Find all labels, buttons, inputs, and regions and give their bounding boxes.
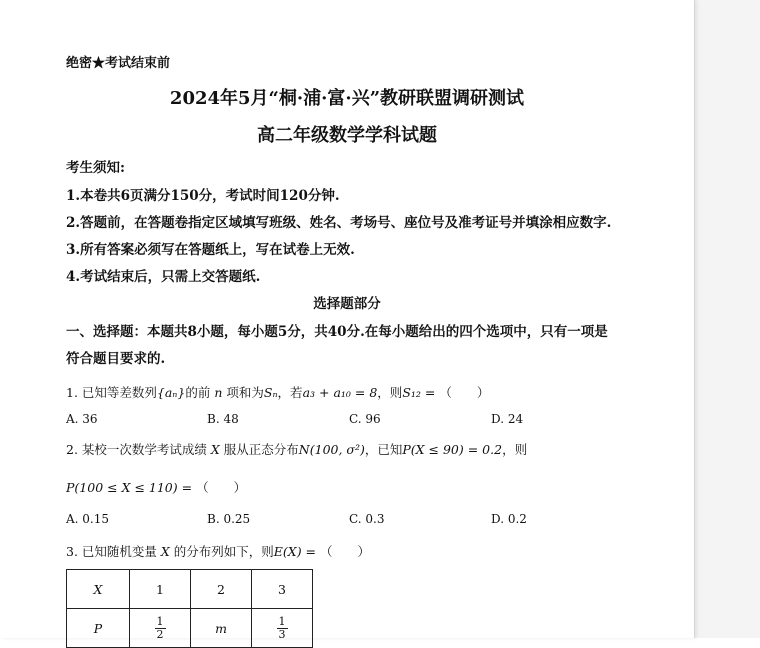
secret-label: 绝密★考试结束前 — [66, 56, 171, 71]
distribution-table — [66, 569, 313, 648]
question-2 — [66, 440, 527, 458]
fraction-numerator: 1 — [156, 614, 164, 628]
table-cell — [252, 609, 313, 648]
q2-prefix: 2. 某校一次数学考试成绩 — [66, 442, 207, 457]
q2-ask: P(100 ≤ X ≤ 110) = — [66, 480, 193, 495]
section-title: 选择题部分 — [313, 296, 381, 312]
q2-distribution: N(100, σ²) — [298, 442, 365, 457]
q1-ask-prefix: ，则 — [377, 385, 403, 400]
q1-option-d: D. 24 — [491, 412, 524, 426]
q1-paren: （ ） — [439, 385, 490, 400]
q2-paren: （ ） — [196, 480, 247, 495]
q2-suffix: ，则 — [502, 442, 528, 457]
q2-option-c: C. 0.3 — [349, 512, 385, 526]
viewer-side-gutter — [695, 0, 760, 638]
q1-ask: S₁₂ = — [402, 385, 436, 400]
part-intro: 一、选择题：本题共8小题，每小题5分，共40分.在每小题给出的四个选项中，只有一项是 — [66, 324, 608, 340]
q2-option-a: A. 0.15 — [66, 512, 110, 526]
q3-prefix: 3. 已知随机变量 — [66, 544, 157, 559]
table-cell: m — [191, 609, 252, 648]
table-row — [67, 570, 313, 609]
fraction-denominator: 2 — [156, 627, 164, 641]
q3-var: X — [160, 544, 170, 559]
notice-item: 1.本卷共6页满分150分，考试时间120分钟. — [66, 188, 340, 204]
question-1 — [66, 383, 489, 401]
fraction-denominator: 3 — [278, 627, 286, 641]
q3-paren: （ ） — [320, 544, 371, 559]
table-cell: X — [67, 570, 130, 609]
q2-given-prefix: ，已知 — [364, 442, 403, 457]
q1-sequence: {aₙ} — [156, 385, 186, 400]
q1-mid: 的前 — [185, 385, 211, 400]
q2-var: X — [210, 442, 220, 457]
q1-sn: Sₙ — [263, 385, 278, 400]
q3-ask: E(X) = — [273, 544, 317, 559]
notice-item: 4.考试结束后，只需上交答题纸. — [66, 269, 261, 285]
notice-item: 2.答题前，在答题卷指定区域填写班级、姓名、考场号、座位号及准考证号并填涂相应数字. — [66, 215, 612, 231]
question-3 — [66, 542, 370, 560]
table-cell: 2 — [191, 570, 252, 609]
fraction — [155, 616, 166, 640]
q1-option-b: B. 48 — [207, 412, 239, 426]
table-cell: 1 — [130, 570, 191, 609]
q1-condition: a₃ + a₁₀ = 8 — [302, 385, 378, 400]
notice-heading: 考生须知: — [66, 160, 125, 176]
q3-mid: 的分布列如下，则 — [173, 544, 274, 559]
q1-mid2: 项和为 — [226, 385, 264, 400]
q1-option-a: A. 36 — [66, 412, 98, 426]
q2-given: P(X ≤ 90) = 0.2 — [402, 442, 503, 457]
q2-option-d: D. 0.2 — [491, 512, 527, 526]
question-2-cont — [66, 478, 246, 496]
part-intro-cont: 符合题目要求的. — [66, 351, 166, 367]
fraction-numerator: 1 — [278, 614, 286, 628]
q1-option-c: C. 96 — [349, 412, 381, 426]
q1-cond-prefix: ，若 — [277, 385, 303, 400]
q1-prefix: 1. 已知等差数列 — [66, 385, 157, 400]
exam-subtitle: 高二年级数学学科试题 — [257, 125, 437, 146]
notice-item: 3.所有答案必须写在答题纸上，写在试卷上无效. — [66, 242, 355, 258]
table-cell — [130, 609, 191, 648]
q1-n: n — [214, 385, 223, 400]
q2-mid: 服从正态分布 — [223, 442, 299, 457]
exam-title: 2024年5月“桐·浦·富·兴”教研联盟调研测试 — [169, 88, 525, 109]
table-cell: P — [67, 609, 130, 648]
fraction — [277, 616, 288, 640]
table-cell: 3 — [252, 570, 313, 609]
q2-option-b: B. 0.25 — [207, 512, 251, 526]
table-row — [67, 609, 313, 648]
